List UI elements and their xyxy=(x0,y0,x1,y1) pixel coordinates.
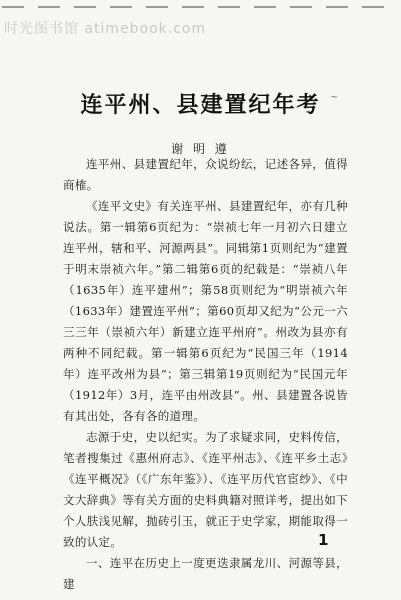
page-number: 1 xyxy=(318,531,329,549)
page-edge-dashes xyxy=(0,0,401,14)
title-mark: ~ xyxy=(330,92,339,103)
watermark: 时光图书馆 atimebook.com xyxy=(4,21,207,37)
paragraph: 志源于史，史以纪实。为了求疑求同，史料传信，笔者搜集过《惠州府志》、《连平州志》、《连平乡土志》《连平概况》（《广东年鉴》）、《连平历代官宦纱》、《中文大辞典》等有关方面的史料典籍对照详考，提出如下个人肤浅见解，抛砖引玉，就正于史学家，期能取得一致的认定。 xyxy=(63,430,348,549)
paragraph: 《连平文史》有关连平州、县建置纪年，亦有几种说法。第一辑第6页纪为：“崇祯七年一月初六日建立连平州，辖和平、河源两县”。同辑第1页则纪为“建置于明末崇祯六年。”第二辑第6页的纪载是：“崇祯八年（1635年）连平建州”；第58页则纪为“明崇祯六年（1633年）建置连平州”；第60页却又纪为“公元一六三三年（崇祯六年）新建立连平州府”。州改为县亦有两种不同纪载。第一辑第6页纪为“民国三年（1914年）连平改州为县”；第三辑第19页则纪为“民国元年（1912年）3月，连平由州改县”。州、县建置各说皆有其出处，各有各的道理。 xyxy=(63,199,348,423)
paragraph: 一、连平在历史上一度更迭隶属龙川、河源等县，建 xyxy=(63,556,348,591)
page-title: 连平州、县建置纪年考 xyxy=(80,93,321,118)
author: 谢 明 遵 xyxy=(171,142,230,156)
body-text xyxy=(63,154,348,595)
paragraph: 连平州、县建置纪年，众说纷纭，记述各异，值得商榷。 xyxy=(63,157,348,192)
